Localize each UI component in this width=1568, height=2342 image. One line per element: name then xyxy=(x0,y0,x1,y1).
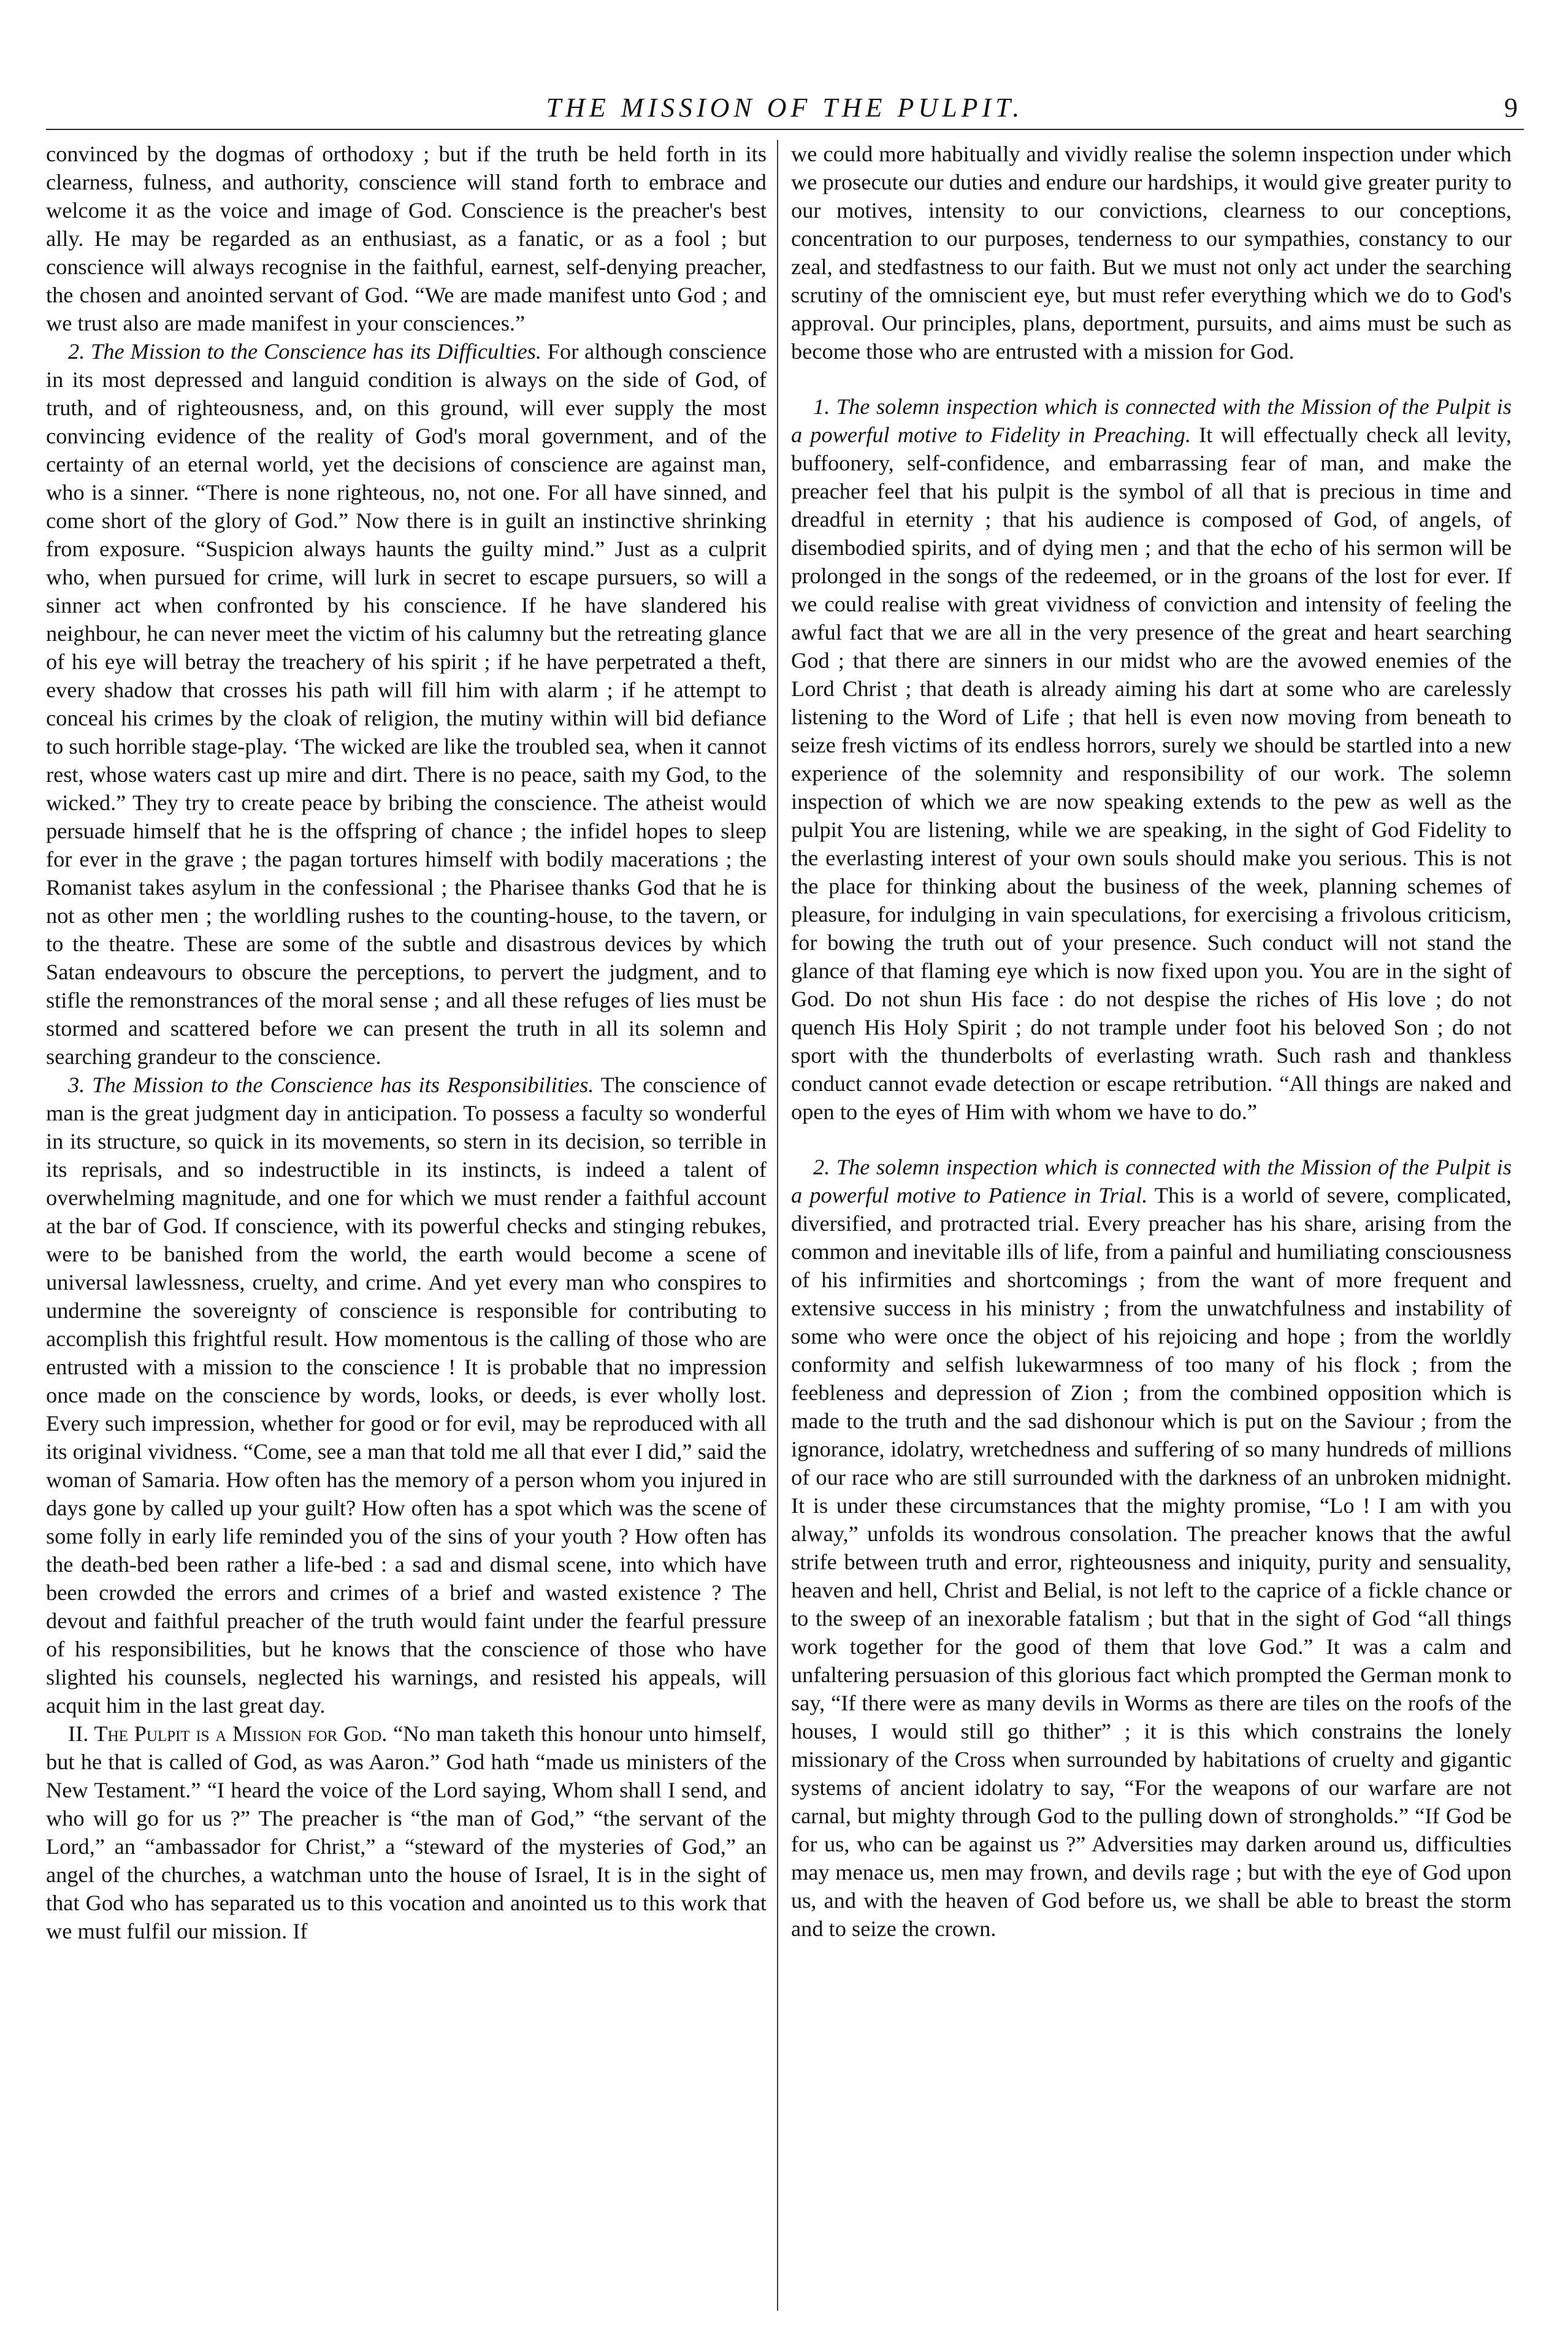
right-column xyxy=(791,140,1512,2311)
paragraph-conscience-difficulties xyxy=(46,337,767,1071)
paragraph-text: It will effectually check all levity, buffoonery, self-confidence, and embarrassing fear of man, and make the preacher feel that his pulpit is the symbol of all that is precious in time and dreadful in eternity ; that his audience is composed of God, of angels, of disembodied spirits, and of dying men ; and that the echo of his sermon will be prolonged in the songs of the redeemed, or in the groans of the lost for ever. If we could realise with great vividness of conviction and intensity of feeling the awful fact that we are all in the very presence of the great and heart searching God ; that there are sinners in our midst who are the avowed enemies of the Lord Christ ; that death is already aiming his dart at some who are carelessly listening to the Word of Life ; that hell is even now moving from beneath to seize fresh victims of its endless horrors, surely we should be startled into a new experience of the solemnity and responsibility of our work. The solemn inspection of which we are now speaking extends to the pew as well as the pulpit You are listening, while we are speaking, in the sight of God Fidelity to the everlasting interest of your own souls should make you serious. This is not the place for thinking about the business of the week, planning schemes of pleasure, for indulging in vain speculations, for exercising a frivolous criticism, for bowing the truth out of your presence. Such conduct will not stand the glance of that flaming eye which is now fixed upon you. You are in the sight of God. Do not shun His face : do not despise the riches of His love ; do not quench His Holy Spirit ; do not trample under foot his beloved Son ; do not sport with the thunderbolts of everlasting wrath. Such rash and thankless conduct cannot evade detection or escape retribution. “All things are naked and open to the eyes of Him with whom we have to do.” xyxy=(791,423,1512,1124)
paragraph-mission-for-god xyxy=(46,1720,767,1945)
paragraph-conscience-responsibilities xyxy=(46,1071,767,1720)
running-title: THE MISSION OF THE PULPIT. xyxy=(546,93,1024,123)
column-divider xyxy=(777,140,778,2311)
section-heading: 3. The Mission to the Conscience has its Responsibilities. xyxy=(68,1073,594,1097)
page-number: 9 xyxy=(1504,93,1518,123)
paragraph-continued xyxy=(791,140,1512,365)
section-heading: 2. The Mission to the Conscience has its Difficulties. xyxy=(68,339,541,364)
paragraph-text: “No man taketh this honour unto himself, but he that is called of God, as was Aaron.” God hath “made us ministers of the New Testament.” “I heard the voice of the Lord saying, Whom shall I send, and who will go for us ?” The preacher is “the man of God,” “the servant of the Lord,” an “ambassador for Christ,” a “steward of the mysteries of God,” an angel of the churches, a watchman unto the house of Israel, It is in the sight of that God who has separated us to this vocation and anointed us to this work that we must fulfil our mission. If xyxy=(46,1721,767,1943)
paragraph-patience-in-trial xyxy=(791,1153,1512,1943)
paragraph-text: For although conscience in its most depressed and languid condition is always on the side of God, of truth, and of righteousness, and, on this ground, will ever supply the most convincing evidence of the reality of God's moral government, and of the certainty of an eternal world, yet the decisions of conscience are against man, who is a sinner. “There is none righteous, no, not one. For all have sinned, and come short of the glory of God.” Now there is in guilt an instinctive shrinking from exposure. “Suspicion always haunts the guilty mind.” Just as a culprit who, when pursued for crime, will lurk in secret to escape pursuers, so will a sinner act when confronted by his conscience. If he have slandered his neighbour, he can never meet the victim of his calumny but the retreating glance of his eye will betray the treachery of his spirit ; if he have perpetrated a theft, every shadow that crosses his path will fill him with alarm ; if he attempt to conceal his crimes by the cloak of religion, the mutiny within will bid defiance to such horrible stage-play. ‘The wicked are like the troubled sea, when it cannot rest, whose waters cast up mire and dirt. There is no peace, saith my God, to the wicked.” They try to create peace by bribing the conscience. The atheist would persuade himself that he is the offspring of chance ; the infidel hopes to sleep for ever in the grave ; the pagan tortures himself with bodily macerations ; the Romanist takes asylum in the confessional ; the Pharisee thanks God that he is not as other men ; the worldling rushes to the counting-house, to the tavern, or to the theatre. These are some of the subtle and disastrous devices by which Satan endeavours to obscure the perceptions, to pervert the judgment, and to stifle the remonstrances of the moral sense ; and all these refuges of lies must be stormed and scattered before we can present the truth in all its solemn and searching grandeur to the conscience. xyxy=(46,339,767,1069)
section-heading: 1. The solemn inspection which is connected with the Mission of the Pulpit is a powerful motive to Fidelity in Preaching. xyxy=(791,394,1512,447)
paragraph-text: This is a world of severe, complicated, diversified, and protracted trial. Every preacher has his share, arising from the common and inevitable ills of life, from a painful and humiliating consciousness of his infirmities and shortcomings ; from the want of more frequent and extensive success in his ministry ; from the unwatchfulness and instability of some who were once the object of his rejoicing and hope ; from the worldly conformity and selfish lukewarmness of too many of his flock ; from the feebleness and depression of Zion ; from the combined opposition which is made to the truth and the sad dishonour which is put on the Saviour ; from the ignorance, idolatry, wretchedness and suffering of so many hundreds of millions of our race who are still surrounded with the darkness of an unbroken midnight. It is under these circumstances that the mighty promise, “Lo ! I am with you alway,” unfolds its wondrous consolation. The preacher knows that the awful strife between truth and error, righteousness and iniquity, purity and sensuality, heaven and hell, Christ and Belial, is not left to the caprice of a fickle chance or to the sweep of an inexorable fatalism ; but that in the sight of God “all things work together for the good of them that love God.” It was a calm and unfaltering persuasion of this glorious fact which prompted the German monk to say, “If there were as many devils in Worms as there are tiles on the roofs of the houses, I would still go thither” ; it is this which constrains the lonely missionary of the Cross when surrounded by habitations of cruelty and gigantic systems of ancient idolatry to say, “For the weapons of our warfare are not carnal, but mighty through God to the pulling down of strongholds.” “If God be for us, who can be against us ?” Adversities may darken around us, difficulties may menace us, men may frown, and devils rage ; but with the eye of God upon us, and with the heaven of God before us, we shall be able to breast the storm and to seize the crown. xyxy=(791,1183,1512,1941)
paragraph-text: The conscience of man is the great judgment day in anticipation. To possess a faculty so wonderful in its structure, so quick in its movements, so stern in its decision, so terrible in its reprisals, and so indestructible in its instincts, is indeed a talent of overwhelming magnitude, and one for which we must render a faithful account at the bar of God. If conscience, with its powerful checks and stinging rebukes, were to be banished from the world, the earth would become a scene of universal lawlessness, cruelty, and crime. And yet every man who conspires to undermine the sovereignty of conscience is responsible for contributing to accomplish this frightful result. How momentous is the calling of those who are entrusted with a mission to the conscience ! It is probable that no impression once made on the conscience by words, looks, or deeds, is ever wholly lost. Every such impression, whether for good or for evil, may be reproduced with all its original vividness. “Come, see a man that told me all that ever I did,” said the woman of Samaria. How often has the memory of a person whom you injured in days gone by called up your guilt? How often has a spot which was the scene of some folly in early life reminded you of the sins of your youth ? How often has the death-bed been rather a life-bed : a sad and dismal scene, into which have been crowded the errors and crimes of a brief and wasted existence ? The devout and faithful preacher of the truth would faint under the fearful pressure of his responsibilities, but he knows that the conscience of those who have slighted his counsels, neglected his warnings, and resisted his appeals, will acquit him in the last great day. xyxy=(46,1073,767,1718)
paragraph-text: convinced by the dogmas of orthodoxy ; but if the truth be held forth in its clearness, fulness, and authority, conscience will stand forth to embrace and welcome it as the voice and image of God. Conscience is the preacher's best ally. He may be regarded as an enthusiast, as a fanatic, or as a fool ; but conscience will always recognise in the faithful, earnest, self-denying preacher, the chosen and anointed servant of God. “We are made manifest unto God ; and we trust also are made manifest in your consciences.” xyxy=(46,142,767,335)
section-heading: II. The Pulpit is a Mission for God. xyxy=(68,1721,388,1746)
paragraph-continued xyxy=(46,140,767,337)
paragraph-fidelity-in-preaching xyxy=(791,392,1512,1126)
page-header xyxy=(46,92,1524,130)
paragraph-text: we could more habitually and vividly realise the solemn inspection under which we prosecute our duties and endure our hardships, it would give greater purity to our motives, intensity to our convictions, clearness to our conceptions, concentration to our purposes, tenderness to our sympathies, constancy to our zeal, and stedfastness to our faith. But we must not only act under the searching scrutiny of the omniscient eye, but must refer everything which we do to God's approval. Our principles, plans, deportment, pursuits, and aims must be such as become those who are entrusted with a mission for God. xyxy=(791,142,1512,364)
section-heading: 2. The solemn inspection which is connected with the Mission of the Pulpit is a powerful motive to Patience in Trial. xyxy=(791,1155,1512,1207)
left-column xyxy=(46,140,767,2311)
